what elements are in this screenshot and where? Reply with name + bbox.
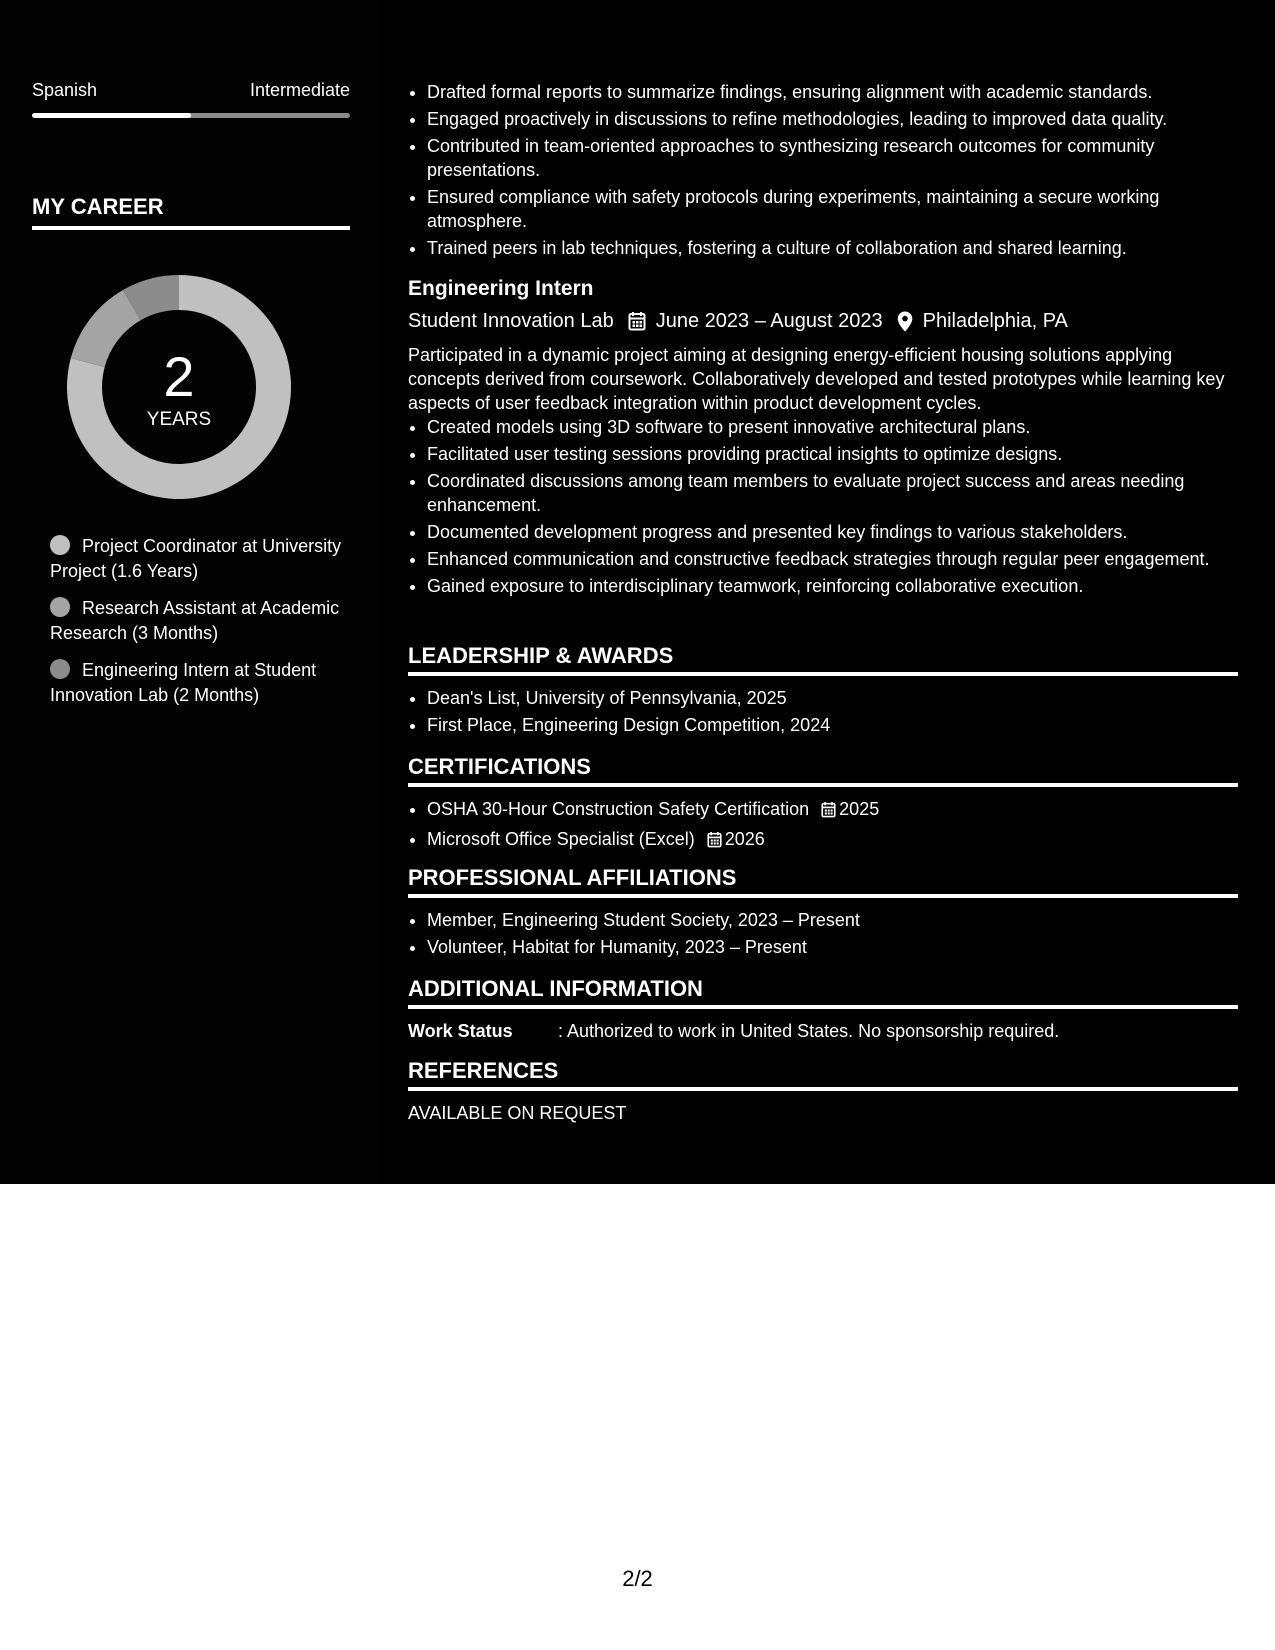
list-item: • Documented development progress and presented key findings to various stakeholders. xyxy=(427,520,1238,544)
career-legend xyxy=(50,534,350,720)
references-section xyxy=(408,1058,1238,1125)
career-total-unit: YEARS xyxy=(146,409,212,430)
work-status-value: : Authorized to work in United States. No sponsorship required. xyxy=(558,1021,1060,1041)
career-heading: MY CAREER xyxy=(32,194,350,230)
list-item: • Contributed in team-oriented approaches to synthesizing research outcomes for community presentations. xyxy=(427,134,1238,182)
certifications-section xyxy=(408,754,1238,857)
map-pin-icon xyxy=(897,311,913,332)
list-item: • Trained peers in lab techniques, fostering a culture of collaboration and shared learning. xyxy=(427,236,1238,260)
language-proficiency-fill xyxy=(32,113,191,118)
job-location: Philadelphia, PA xyxy=(922,310,1068,332)
certification-year: 2026 xyxy=(724,829,765,849)
career-legend-label: Research Assistant at Academic Research (3 Months) xyxy=(50,598,340,643)
list-item: • Facilitated user testing sessions providing practical insights to optimize designs. xyxy=(427,442,1238,466)
certification-year: 2025 xyxy=(839,799,880,819)
certifications-heading: CERTIFICATIONS xyxy=(408,754,1238,787)
affiliation-item: • Volunteer, Habitat for Humanity, 2023 – Present xyxy=(427,935,1238,959)
language-row xyxy=(32,80,350,101)
award-item: • Dean's List, University of Pennsylvania, 2025 xyxy=(427,686,1238,710)
career-legend-label: Project Coordinator at University Project (1.6 Years) xyxy=(50,536,342,581)
career-legend-item xyxy=(50,534,350,584)
sidebar xyxy=(0,0,380,1184)
additional-section xyxy=(408,976,1238,1043)
career-legend-label: Engineering Intern at Student Innovation Lab (2 Months) xyxy=(50,660,317,705)
work-status-row xyxy=(408,1019,1238,1043)
legend-dot-icon xyxy=(50,535,70,555)
list-item: • Gained exposure to interdisciplinary teamwork, reinforcing collaborative execution. xyxy=(427,574,1238,598)
list-item: • Enhanced communication and constructive feedback strategies through regular peer engagement. xyxy=(427,547,1238,571)
additional-heading: ADDITIONAL INFORMATION xyxy=(408,976,1238,1009)
career-total-number: 2 xyxy=(163,345,195,408)
career-legend-item xyxy=(50,658,350,708)
affiliations-section xyxy=(408,865,1238,962)
page-number: 2/2 xyxy=(622,1566,653,1591)
award-item: • First Place, Engineering Design Competition, 2024 xyxy=(427,713,1238,737)
affiliation-item: • Member, Engineering Student Society, 2023 – Present xyxy=(427,908,1238,932)
job-bullet-list xyxy=(408,415,1238,598)
job-dates: June 2023 – August 2023 xyxy=(655,310,883,332)
certifications-list xyxy=(408,797,1238,854)
legend-dot-icon xyxy=(50,659,70,679)
certification-name: Microsoft Office Specialist (Excel) xyxy=(427,829,695,849)
calendar-icon xyxy=(707,830,722,854)
job-title: Engineering Intern xyxy=(408,277,594,300)
affiliations-heading: PROFESSIONAL AFFILIATIONS xyxy=(408,865,1238,898)
certification-item xyxy=(427,827,1238,854)
list-item: • Ensured compliance with safety protocols during experiments, maintaining a secure working atmosphere. xyxy=(427,185,1238,233)
list-item: • Coordinated discussions among team members to evaluate project success and areas needing enhancement. xyxy=(427,469,1238,517)
job-description: Participated in a dynamic project aiming at designing energy-efficient housing solutions applying concepts derived from coursework. Collaboratively developed and tested prototypes while learning key aspects of user feedback integration within product development cycles. xyxy=(408,345,1225,413)
calendar-icon xyxy=(628,311,646,331)
list-item: • Created models using 3D software to present innovative architectural plans. xyxy=(427,415,1238,439)
work-status-label: Work Status xyxy=(408,1021,513,1041)
job-meta xyxy=(408,307,1238,335)
list-item: • Drafted formal reports to summarize findings, ensuring alignment with academic standards. xyxy=(427,80,1238,104)
references-heading: REFERENCES xyxy=(408,1058,1238,1091)
legend-dot-icon xyxy=(50,597,70,617)
previous-role-bullets xyxy=(408,80,1238,263)
career-total xyxy=(66,274,292,500)
job-company: Student Innovation Lab xyxy=(408,310,614,332)
leadership-section xyxy=(408,643,1238,740)
job-entry xyxy=(408,275,1238,601)
language-level: Intermediate xyxy=(249,80,350,100)
language-name: Spanish xyxy=(32,80,98,100)
leadership-list xyxy=(408,686,1238,737)
references-text: AVAILABLE ON REQUEST xyxy=(408,1103,627,1123)
leadership-heading: LEADERSHIP & AWARDS xyxy=(408,643,1238,676)
career-legend-item xyxy=(50,596,350,646)
affiliations-list xyxy=(408,908,1238,959)
bullet-list xyxy=(408,80,1238,260)
certification-item xyxy=(427,797,1238,824)
calendar-icon xyxy=(821,800,836,824)
language-proficiency-bar xyxy=(32,113,350,118)
list-item: • Engaged proactively in discussions to refine methodologies, leading to improved data quality. xyxy=(427,107,1238,131)
certification-name: OSHA 30-Hour Construction Safety Certification xyxy=(427,799,810,819)
